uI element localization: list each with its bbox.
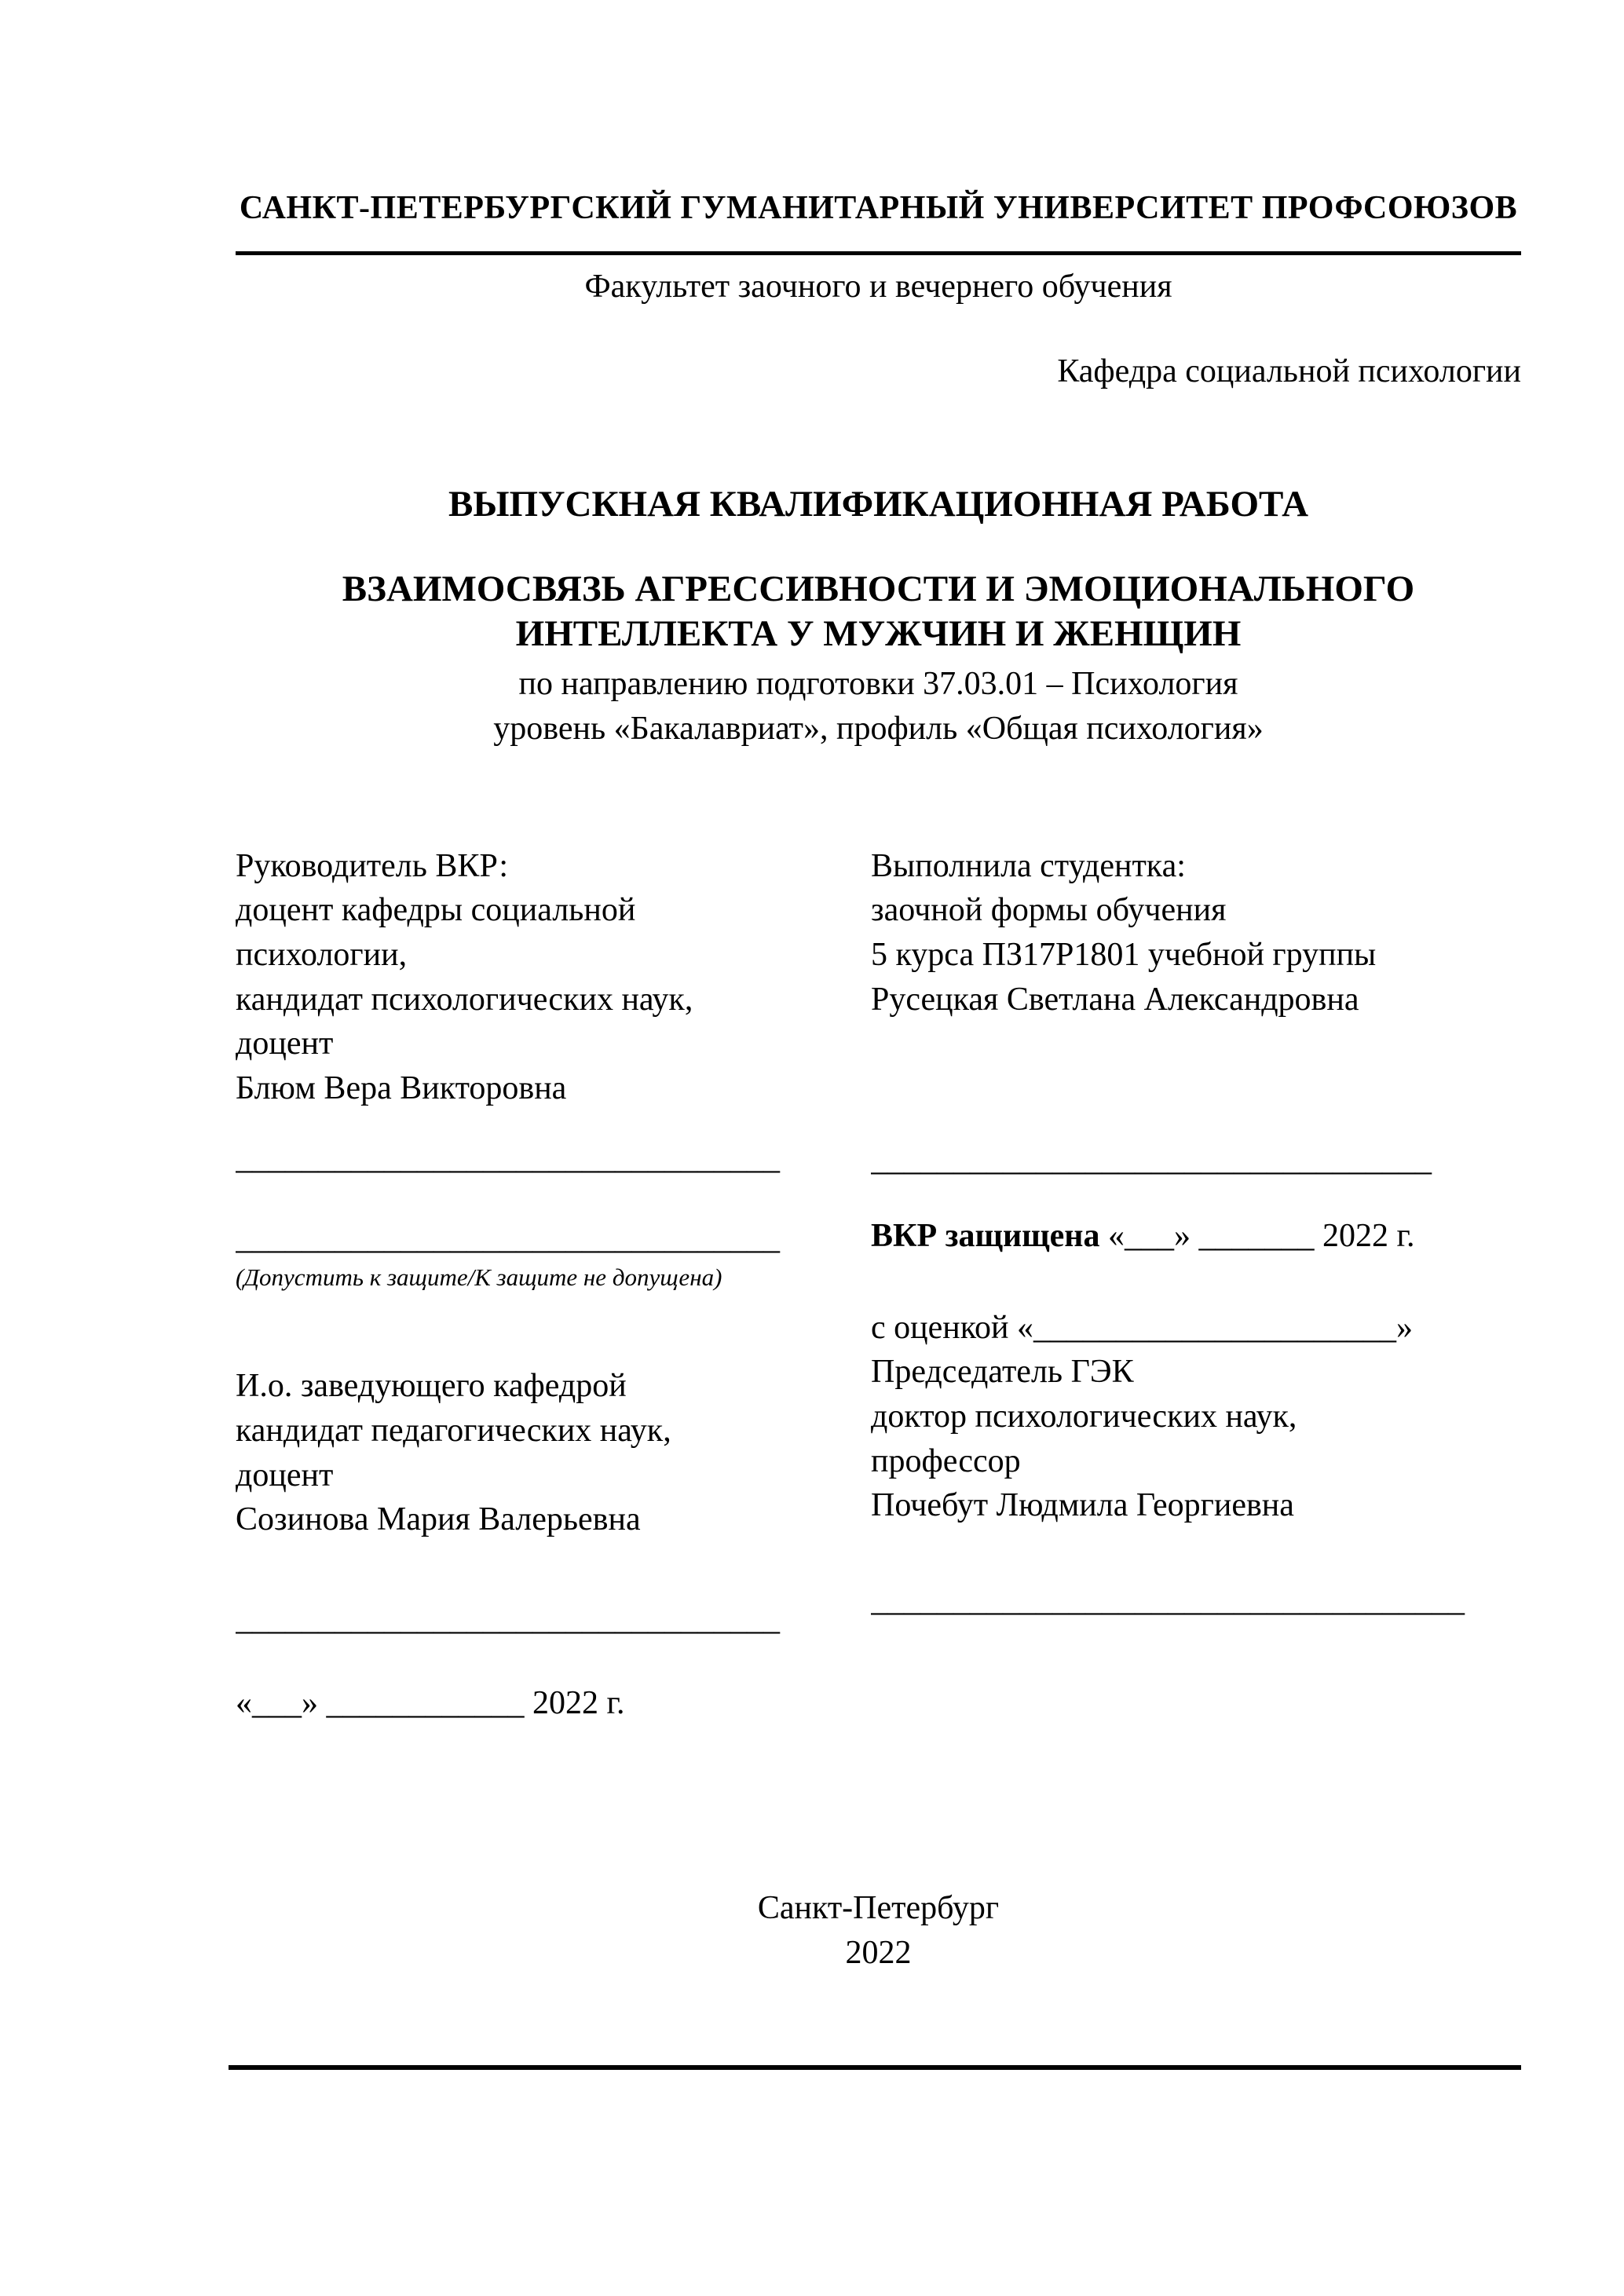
acting-head-signature-line: _________________________________ [236,1601,780,1638]
defended-label: ВКР защищена [871,1218,1100,1255]
city-line: Санкт-Петербург [757,1890,1000,1926]
chair-title-line: Председатель ГЭК [871,1354,1134,1391]
student-line: заочной формы обучения [871,892,1227,929]
date-line: «___» ____________ 2022 г. [236,1684,625,1721]
supervisor-name: Блюм Вера Викторовна [236,1070,567,1107]
bottom-rule [229,2065,1521,2070]
acting-head-block [236,1364,871,1542]
top-rule [236,251,1521,255]
chair-line: доктор психологических наук, [871,1398,1297,1435]
direction-line: по направлению подготовки 37.03.01 – Психология [518,666,1238,703]
student-role-line: Выполнила студентка: [871,847,1186,884]
acting-head-line: кандидат педагогических наук, [236,1412,671,1449]
footer-block [236,1886,1521,1975]
signature-columns [236,844,1521,1726]
student-group-line: 5 курса ПЗ17Р1801 учебной группы [871,936,1377,973]
department-line: Кафедра социальной психологии [1057,353,1521,390]
chair-name: Почебут Людмила Георгиевна [871,1487,1294,1524]
work-type-heading: ВЫПУСКНАЯ КВАЛИФИКАЦИОННАЯ РАБОТА [448,484,1309,525]
university-header: САНКТ-ПЕТЕРБУРГСКИЙ ГУМАНИТАРНЫЙ УНИВЕРСИТЕТ ПРОФСОЮЗОВ [239,190,1518,226]
acting-head-line: доцент [236,1457,334,1493]
admission-signature-line: _________________________________ [236,1220,780,1257]
student-signature-line: __________________________________ [871,1142,1432,1179]
level-line: уровень «Бакалавриат», профиль «Общая психология» [493,710,1264,747]
acting-head-name: Созинова Мария Валерьевна [236,1501,641,1538]
thesis-title-line1: ВЗАИМОСВЯЗЬ АГРЕССИВНОСТИ И ЭМОЦИОНАЛЬНОГО [342,569,1415,610]
defended-date-blank: «___» _______ 2022 г. [1099,1218,1415,1255]
supervisor-role-line: Руководитель ВКР: [236,847,509,884]
supervisor-block [236,844,871,1111]
chair-signature-line: ____________________________________ [871,1582,1465,1619]
grade-line: с оценкой «______________________» [871,1309,1413,1346]
chair-line: профессор [871,1442,1021,1479]
thesis-title-line2: ИНТЕЛЛЕКТА У МУЖЧИН И ЖЕНЩИН [515,612,1242,654]
faculty-line: Факультет заочного и вечернего обучения [584,268,1172,305]
supervisor-signature-line: _________________________________ [236,1139,780,1176]
supervisor-line: кандидат психологических наук, [236,981,693,1018]
right-column [871,844,1521,1726]
chair-block [871,1350,1521,1528]
defended-line [871,1214,1521,1259]
student-block [871,844,1521,1022]
year-line: 2022 [845,1934,912,1971]
left-column [236,844,871,1726]
admission-caption: (Допустить к защите/К защите не допущена) [236,1263,722,1292]
student-name: Русецкая Светлана Александровна [871,981,1359,1018]
supervisor-line: психологии, [236,936,408,973]
supervisor-line: доцент кафедры социальной [236,892,636,929]
supervisor-line: доцент [236,1026,334,1062]
thesis-title [236,567,1521,656]
acting-head-line: И.о. заведующего кафедрой [236,1368,627,1405]
